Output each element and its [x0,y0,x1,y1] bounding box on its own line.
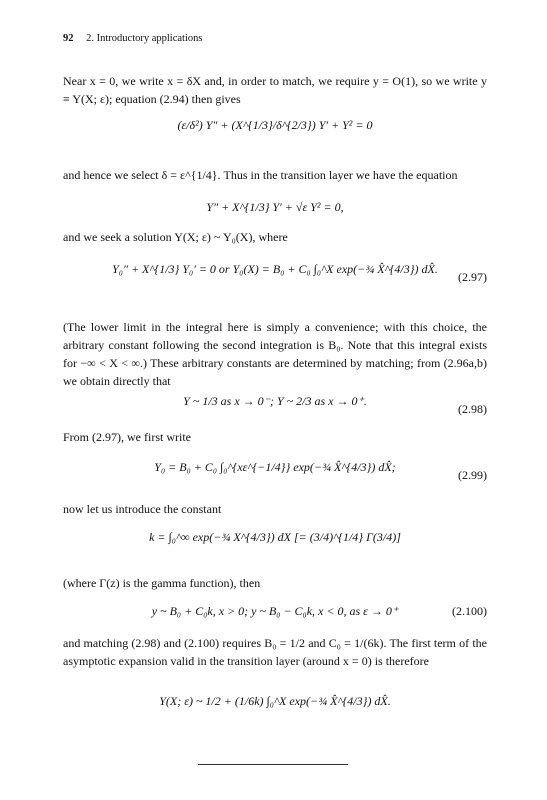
page-number: 92 [63,33,74,44]
section-title: 2. Introductory applications [86,33,203,44]
equation-4-body: Y ~ 1/3 as x → 0⁻; Y ~ 2/3 as x → 0⁺. [183,394,367,408]
equation-8-body: Y(X; ε) ~ 1/2 + (1/6k) ∫₀^X exp(−¾ X̂^{4/3}) dX̂. [159,694,391,708]
equation-5-body: Y₀ = B₀ + C₀ ∫₀^{xε^{−1/4}} exp(−¾ X̂^{4/3}) dX̂; [154,460,396,474]
paragraph-8: and matching (2.98) and (2.100) requires B₀ = 1/2 and C₀ = 1/(6k). The first term of the asymptotic expansion valid in the transition layer (around x = 0) is therefore [63,636,487,668]
equation-5-number: (2.99) [458,468,487,482]
equation-7-body: y ~ B₀ + C₀k, x > 0; y ~ B₀ − C₀k, x < 0, as ε → 0⁺ [151,604,399,618]
paragraph-5: From (2.97), we first write [63,430,191,444]
running-header [63,33,202,44]
equation-3-number: (2.97) [458,270,487,284]
equation-6-body: k = ∫₀^∞ exp(−¾ X^{4/3}) dX [= (3/4)^{1/4} Γ(3/4)] [149,530,401,544]
equation-5 [63,460,487,494]
footnote-rule [198,764,348,765]
equation-6 [63,530,487,564]
equation-1-body: (ε/δ²) Y″ + (X^{1/3}/δ^{2/3}) Y′ + Y² = 0 [177,118,373,132]
equation-1 [63,118,487,152]
equation-3 [63,262,487,296]
paragraph-6: now let us introduce the constant [63,502,222,516]
paragraph-2: and hence we select δ = ε^{1/4}. Thus in the transition layer we have the equation [63,168,458,182]
equation-4-number: (2.98) [458,402,487,416]
equation-2-body: Y″ + X^{1/3} Y′ + √ε Y² = 0, [206,200,344,214]
paragraph-4: (The lower limit in the integral here is simply a convenience; with this choice, the arbitrary constant following the second integration is B₀. Note that this integral exists for −∞ < X < ∞.) These arbitrary constants are determined by matching; from (2.96a,b) we obtain directly that [63,320,487,388]
paragraph-3: and we seek a solution Y(X; ε) ~ Y₀(X), where [63,230,288,244]
equation-3-body: Y₀″ + X^{1/3} Y₀′ = 0 or Y₀(X) = B₀ + C₀ ∫₀^X exp(−¾ X̂^{4/3}) dX̂. [112,262,438,276]
equation-7 [63,600,487,634]
equation-8 [63,694,487,728]
paragraph-1: Near x = 0, we write x = δX and, in order to match, we require y = O(1), so we write y ≡ Y(X; ε); equation (2.94) then gives [63,74,487,106]
paragraph-7: (where Γ(z) is the gamma function), then [63,576,261,590]
equation-4 [63,394,487,428]
equation-7-number: (2.100) [452,604,487,618]
